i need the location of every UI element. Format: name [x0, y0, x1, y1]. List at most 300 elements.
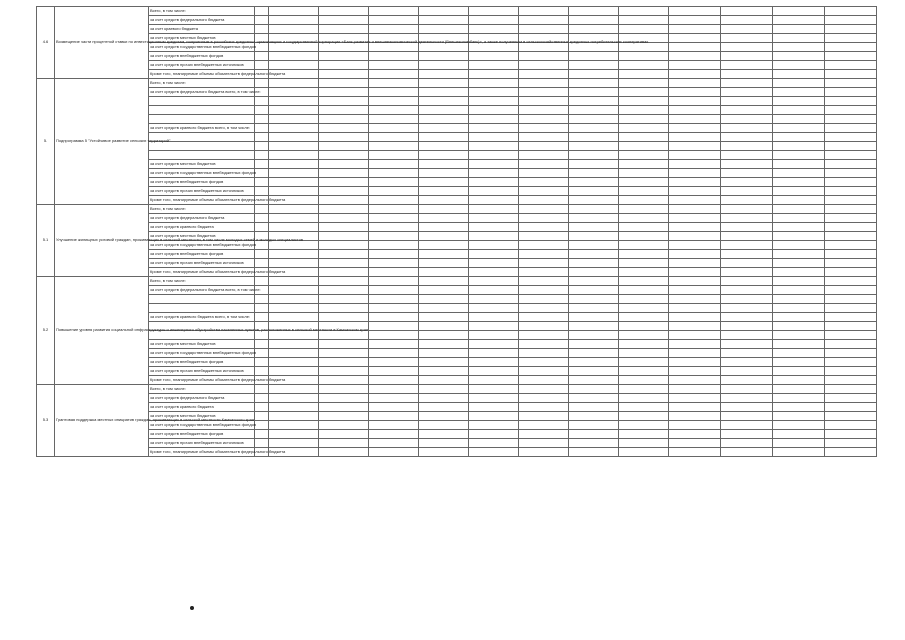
amount-cell [669, 394, 721, 403]
amount-cell [721, 151, 773, 160]
amount-cell [269, 214, 319, 223]
budget-code [255, 403, 269, 412]
amount-cell [369, 52, 419, 61]
amount-cell [669, 52, 721, 61]
amount-cell [721, 133, 773, 142]
amount-cell [369, 79, 419, 88]
amount-cell [519, 448, 569, 457]
amount-cell [469, 16, 519, 25]
amount-cell [619, 169, 669, 178]
amount-cell [469, 124, 519, 133]
funding-source: Всего, в том числе: [149, 277, 255, 286]
table-row [37, 160, 877, 169]
amount-cell [773, 259, 825, 268]
amount-cell [669, 25, 721, 34]
amount-cell [369, 178, 419, 187]
amount-cell [319, 187, 369, 196]
amount-cell [419, 187, 469, 196]
amount-cell [825, 331, 877, 340]
amount-cell [669, 169, 721, 178]
table-row [37, 421, 877, 430]
amount-cell [619, 241, 669, 250]
amount-cell [419, 16, 469, 25]
funding-source: за счет средств прочих внебюджетных источников [149, 259, 255, 268]
amount-cell [319, 61, 369, 70]
amount-cell [669, 151, 721, 160]
amount-cell [269, 430, 319, 439]
amount-cell [319, 277, 369, 286]
table-row [37, 376, 877, 385]
amount-cell [369, 322, 419, 331]
amount-cell [369, 250, 419, 259]
amount-cell [269, 349, 319, 358]
amount-cell [419, 223, 469, 232]
table-row [37, 448, 877, 457]
budget-code [255, 25, 269, 34]
amount-cell [773, 430, 825, 439]
amount-cell [669, 16, 721, 25]
amount-cell [319, 70, 369, 79]
funding-source [149, 295, 255, 304]
amount-cell [825, 124, 877, 133]
amount-cell [419, 70, 469, 79]
amount-cell [669, 430, 721, 439]
budget-code [255, 313, 269, 322]
funding-source: Кроме того, планируемые объемы обязательств федерального бюджета [149, 196, 255, 205]
amount-cell [619, 25, 669, 34]
amount-cell [773, 340, 825, 349]
budget-code [255, 79, 269, 88]
amount-cell [721, 232, 773, 241]
funding-source: за счет средств местных бюджетов [149, 340, 255, 349]
amount-cell [825, 241, 877, 250]
amount-cell [773, 322, 825, 331]
amount-cell [721, 250, 773, 259]
amount-cell [825, 385, 877, 394]
measure-number: 5.1 [37, 205, 55, 277]
amount-cell [519, 277, 569, 286]
amount-cell [721, 97, 773, 106]
amount-cell [419, 79, 469, 88]
amount-cell [469, 79, 519, 88]
funding-source: за счет средств государственных внебюджетных фондов [149, 43, 255, 52]
amount-cell [469, 70, 519, 79]
amount-cell [469, 376, 519, 385]
amount-cell [669, 133, 721, 142]
amount-cell [721, 88, 773, 97]
funding-source: за счет средств государственных внебюджетных фондов [149, 241, 255, 250]
amount-cell [669, 79, 721, 88]
amount-cell [721, 160, 773, 169]
amount-cell [269, 205, 319, 214]
amount-cell [569, 205, 619, 214]
amount-cell [569, 160, 619, 169]
amount-cell [469, 250, 519, 259]
amount-cell [469, 367, 519, 376]
amount-cell [319, 88, 369, 97]
amount-cell [419, 421, 469, 430]
amount-cell [773, 88, 825, 97]
funding-source: Кроме того, планируемые объемы обязательств федерального бюджета [149, 448, 255, 457]
amount-cell [519, 61, 569, 70]
table-row [37, 106, 877, 115]
amount-cell [519, 385, 569, 394]
amount-cell [519, 178, 569, 187]
amount-cell [419, 133, 469, 142]
table-row [37, 187, 877, 196]
table-row [37, 97, 877, 106]
amount-cell [519, 250, 569, 259]
amount-cell [269, 340, 319, 349]
amount-cell [569, 133, 619, 142]
amount-cell [469, 52, 519, 61]
amount-cell [369, 394, 419, 403]
amount-cell [825, 106, 877, 115]
amount-cell [773, 250, 825, 259]
amount-cell [619, 358, 669, 367]
amount-cell [569, 142, 619, 151]
table-row [37, 151, 877, 160]
amount-cell [619, 52, 669, 61]
amount-cell [619, 97, 669, 106]
amount-cell [825, 322, 877, 331]
amount-cell [369, 286, 419, 295]
amount-cell [469, 7, 519, 16]
amount-cell [269, 277, 319, 286]
amount-cell [569, 61, 619, 70]
amount-cell [269, 106, 319, 115]
amount-cell [773, 421, 825, 430]
amount-cell [419, 313, 469, 322]
amount-cell [269, 52, 319, 61]
amount-cell [721, 394, 773, 403]
amount-cell [319, 286, 369, 295]
amount-cell [369, 259, 419, 268]
funding-source [149, 115, 255, 124]
budget-code [255, 277, 269, 286]
amount-cell [469, 160, 519, 169]
amount-cell [469, 241, 519, 250]
amount-cell [469, 322, 519, 331]
amount-cell [669, 178, 721, 187]
amount-cell [569, 394, 619, 403]
amount-cell [419, 241, 469, 250]
amount-cell [269, 250, 319, 259]
amount-cell [469, 286, 519, 295]
amount-cell [569, 106, 619, 115]
budget-code [255, 106, 269, 115]
amount-cell [773, 187, 825, 196]
amount-cell [369, 16, 419, 25]
amount-cell [619, 232, 669, 241]
amount-cell [825, 97, 877, 106]
amount-cell [825, 349, 877, 358]
amount-cell [721, 16, 773, 25]
amount-cell [519, 367, 569, 376]
funding-source: за счет средств краевого бюджета [149, 223, 255, 232]
amount-cell [369, 70, 419, 79]
amount-cell [773, 385, 825, 394]
amount-cell [825, 232, 877, 241]
amount-cell [721, 259, 773, 268]
amount-cell [669, 160, 721, 169]
amount-cell [619, 295, 669, 304]
amount-cell [619, 277, 669, 286]
amount-cell [469, 304, 519, 313]
amount-cell [369, 304, 419, 313]
amount-cell [269, 304, 319, 313]
amount-cell [825, 376, 877, 385]
table-row [37, 61, 877, 70]
funding-source: Кроме того, планируемые объемы обязательств федерального бюджета [149, 376, 255, 385]
amount-cell [825, 61, 877, 70]
funding-source: за счет краевого бюджета [149, 25, 255, 34]
amount-cell [469, 214, 519, 223]
amount-cell [419, 448, 469, 457]
amount-cell [269, 421, 319, 430]
amount-cell [569, 277, 619, 286]
amount-cell [419, 232, 469, 241]
amount-cell [369, 187, 419, 196]
table-row [37, 88, 877, 97]
funding-source: за счет средств прочих внебюджетных источников [149, 439, 255, 448]
amount-cell [619, 286, 669, 295]
measure-name: Возмещение части процентной ставки по инвестиционным кредитам, полученным в российских кредитных организациях и государственной корпорации «Банк развития и внешнеэкономической деятельности (Внешэкономбанк)», а также полученным в сельскохозяйственных кредитных потребительских кооперативах [55, 7, 149, 79]
budget-code [255, 187, 269, 196]
amount-cell [721, 52, 773, 61]
amount-cell [825, 367, 877, 376]
amount-cell [419, 430, 469, 439]
amount-cell [569, 430, 619, 439]
amount-cell [721, 367, 773, 376]
table-row [37, 439, 877, 448]
amount-cell [269, 403, 319, 412]
amount-cell [669, 295, 721, 304]
amount-cell [619, 331, 669, 340]
amount-cell [825, 52, 877, 61]
amount-cell [469, 223, 519, 232]
table-row [37, 52, 877, 61]
amount-cell [519, 223, 569, 232]
amount-cell [519, 349, 569, 358]
amount-cell [825, 196, 877, 205]
amount-cell [269, 385, 319, 394]
amount-cell [721, 331, 773, 340]
amount-cell [269, 394, 319, 403]
amount-cell [721, 43, 773, 52]
funding-source [149, 97, 255, 106]
amount-cell [669, 277, 721, 286]
amount-cell [519, 133, 569, 142]
amount-cell [369, 241, 419, 250]
amount-cell [825, 313, 877, 322]
amount-cell [469, 151, 519, 160]
amount-cell [619, 124, 669, 133]
funding-source: Всего, в том числе: [149, 205, 255, 214]
amount-cell [319, 124, 369, 133]
amount-cell [319, 178, 369, 187]
amount-cell [825, 205, 877, 214]
amount-cell [469, 394, 519, 403]
amount-cell [721, 124, 773, 133]
amount-cell [569, 124, 619, 133]
table-row [37, 214, 877, 223]
amount-cell [721, 205, 773, 214]
amount-cell [419, 61, 469, 70]
amount-cell [269, 79, 319, 88]
amount-cell [773, 169, 825, 178]
amount-cell [469, 142, 519, 151]
amount-cell [669, 259, 721, 268]
amount-cell [519, 421, 569, 430]
amount-cell [419, 295, 469, 304]
amount-cell [519, 25, 569, 34]
amount-cell [721, 115, 773, 124]
amount-cell [619, 340, 669, 349]
amount-cell [773, 97, 825, 106]
table-row [37, 16, 877, 25]
amount-cell [419, 412, 469, 421]
amount-cell [619, 79, 669, 88]
amount-cell [519, 376, 569, 385]
amount-cell [825, 25, 877, 34]
amount-cell [569, 7, 619, 16]
amount-cell [469, 187, 519, 196]
amount-cell [519, 412, 569, 421]
amount-cell [519, 241, 569, 250]
amount-cell [669, 88, 721, 97]
amount-cell [269, 169, 319, 178]
amount-cell [669, 304, 721, 313]
amount-cell [519, 142, 569, 151]
amount-cell [721, 178, 773, 187]
amount-cell [569, 16, 619, 25]
amount-cell [469, 439, 519, 448]
amount-cell [619, 394, 669, 403]
amount-cell [825, 394, 877, 403]
amount-cell [569, 115, 619, 124]
amount-cell [319, 430, 369, 439]
amount-cell [569, 169, 619, 178]
amount-cell [369, 349, 419, 358]
amount-cell [319, 376, 369, 385]
amount-cell [569, 178, 619, 187]
amount-cell [721, 142, 773, 151]
table-row [37, 403, 877, 412]
amount-cell [419, 115, 469, 124]
amount-cell [669, 403, 721, 412]
amount-cell [773, 142, 825, 151]
amount-cell [319, 151, 369, 160]
amount-cell [519, 268, 569, 277]
amount-cell [569, 151, 619, 160]
amount-cell [369, 268, 419, 277]
budget-code [255, 412, 269, 421]
funding-source: Кроме того, планируемые объемы обязательств федерального бюджета [149, 268, 255, 277]
budget-code [255, 295, 269, 304]
amount-cell [569, 250, 619, 259]
funding-source: за счет средств краевого бюджета [149, 403, 255, 412]
amount-cell [773, 232, 825, 241]
amount-cell [773, 52, 825, 61]
amount-cell [519, 160, 569, 169]
amount-cell [569, 412, 619, 421]
amount-cell [519, 358, 569, 367]
amount-cell [319, 403, 369, 412]
amount-cell [669, 223, 721, 232]
budget-code [255, 97, 269, 106]
funding-source: за счет средств краевого бюджета всего, в том числе: [149, 124, 255, 133]
amount-cell [721, 223, 773, 232]
budget-code [255, 430, 269, 439]
amount-cell [721, 7, 773, 16]
amount-cell [419, 304, 469, 313]
amount-cell [569, 358, 619, 367]
amount-cell [469, 340, 519, 349]
amount-cell [419, 268, 469, 277]
funding-source: за счет средств прочих внебюджетных источников [149, 367, 255, 376]
amount-cell [369, 25, 419, 34]
amount-cell [669, 286, 721, 295]
amount-cell [825, 304, 877, 313]
amount-cell [825, 178, 877, 187]
amount-cell [773, 214, 825, 223]
amount-cell [369, 214, 419, 223]
table-row [37, 124, 877, 133]
amount-cell [369, 133, 419, 142]
funding-source [149, 304, 255, 313]
amount-cell [269, 97, 319, 106]
table-body [37, 7, 877, 457]
amount-cell [619, 430, 669, 439]
amount-cell [519, 205, 569, 214]
amount-cell [569, 367, 619, 376]
funding-source: за счет средств федерального бюджета всего, в том числе: [149, 88, 255, 97]
amount-cell [773, 412, 825, 421]
amount-cell [419, 106, 469, 115]
amount-cell [773, 25, 825, 34]
table-row [37, 79, 877, 88]
amount-cell [319, 25, 369, 34]
amount-cell [825, 403, 877, 412]
amount-cell [319, 421, 369, 430]
amount-cell [825, 223, 877, 232]
amount-cell [469, 133, 519, 142]
amount-cell [419, 340, 469, 349]
amount-cell [619, 439, 669, 448]
amount-cell [469, 349, 519, 358]
amount-cell [825, 151, 877, 160]
amount-cell [519, 286, 569, 295]
amount-cell [469, 232, 519, 241]
table-row [37, 340, 877, 349]
budget-code [255, 439, 269, 448]
funding-source: за счет средств прочих внебюджетных источников [149, 187, 255, 196]
amount-cell [519, 214, 569, 223]
amount-cell [619, 259, 669, 268]
table-row [37, 196, 877, 205]
table-row [37, 349, 877, 358]
amount-cell [825, 142, 877, 151]
amount-cell [721, 313, 773, 322]
amount-cell [825, 340, 877, 349]
amount-cell [669, 268, 721, 277]
table-row [37, 115, 877, 124]
amount-cell [319, 340, 369, 349]
amount-cell [569, 70, 619, 79]
amount-cell [721, 106, 773, 115]
amount-cell [469, 421, 519, 430]
